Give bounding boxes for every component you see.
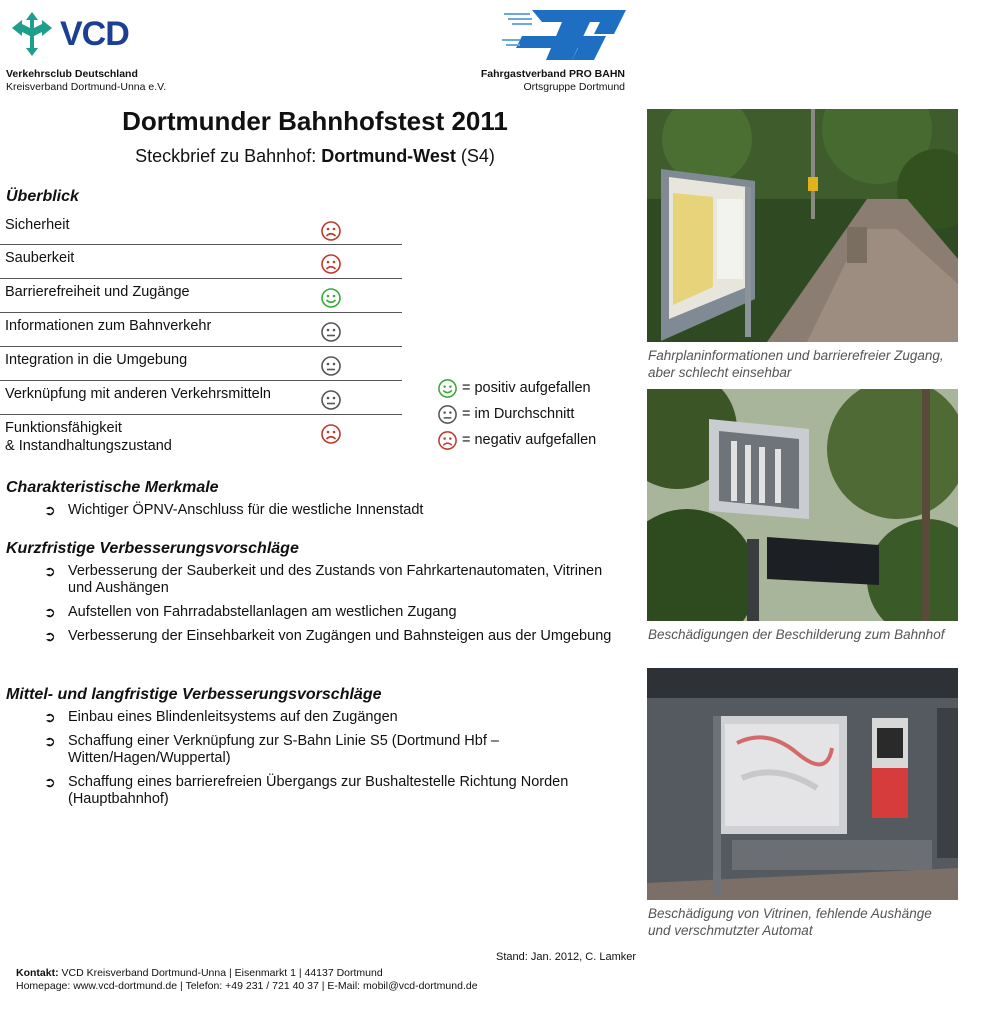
legend-positive (437, 375, 596, 401)
list-item (44, 604, 624, 621)
contact-line (16, 967, 478, 980)
arrow-icon: ➲ (44, 733, 56, 749)
list-item (44, 502, 624, 519)
left-org (6, 68, 166, 94)
caption-line: aber schlecht einsehbar (648, 365, 792, 380)
neutral-face-icon (320, 321, 342, 343)
vcd-logo-text: VCD (60, 14, 129, 53)
caption-line: Fahrplaninformationen und barrierefreier Zugang, (648, 348, 944, 363)
positive-face-icon (320, 287, 342, 309)
vcd-logo (8, 10, 129, 58)
arrow-icon: ➲ (44, 502, 56, 518)
caption-line: Beschädigung von Vitrinen, fehlende Aushänge (648, 906, 932, 921)
overview-label: Sicherheit (5, 217, 70, 233)
list-item-text: Verbesserung der Einsehbarkeit von Zugängen und Bahnsteigen aus der Umgebung (68, 628, 612, 644)
subtitle-suffix: (S4) (455, 146, 495, 166)
overview-row (0, 212, 402, 245)
overview-label-line1: Funktionsfähigkeit (5, 420, 122, 436)
kurzfristig-list (44, 563, 624, 652)
legend-neutral-label: = im Durchschnitt (462, 406, 575, 422)
homepage-line: Homepage: www.vcd-dortmund.de | Telefon: +49 231 / 721 40 37 | E-Mail: mobil@vcd-dortmund.de (16, 980, 478, 992)
photo-caption-2 (648, 626, 944, 643)
right-org (481, 68, 625, 94)
arrow-icon: ➲ (44, 709, 56, 725)
list-item (44, 733, 624, 767)
negative-face-icon (320, 220, 342, 242)
kurzfristig-heading: Kurzfristige Verbesserungsvorschläge (6, 540, 299, 557)
subtitle-prefix: Steckbrief zu Bahnhof: (135, 146, 322, 166)
list-item-text: Aufstellen von Fahrradabstellanlagen am westlichen Zugang (68, 604, 457, 620)
vcd-emblem-icon (8, 10, 56, 58)
list-item-text: Verbesserung der Sauberkeit und des Zustands von Fahrkartenautomaten, Vitrinen und Aushängen (68, 563, 603, 596)
overview-label: Sauberkeit (5, 250, 75, 266)
legend-negative (437, 427, 596, 453)
overview-label: Informationen zum Bahnverkehr (5, 318, 212, 334)
negative-face-icon (320, 253, 342, 275)
photo-vitrine-automat (647, 668, 958, 900)
left-org-sub: Kreisverband Dortmund-Unna e.V. (6, 81, 167, 93)
legend-neutral (437, 401, 596, 427)
left-org-name: Verkehrsclub Deutschland (6, 68, 138, 80)
list-item-text: Schaffung eines barrierefreien Übergangs zur Bushaltestelle Richtung Norden (Hauptbahnhof) (68, 774, 569, 807)
arrow-icon: ➲ (44, 628, 56, 644)
legend-negative-label: = negativ aufgefallen (462, 432, 597, 448)
list-item-text: Einbau eines Blindenleitsystems auf den Zugängen (68, 709, 398, 725)
stand-date: Stand: Jan. 2012, C. Lamker (496, 951, 637, 963)
contact-label: Kontakt: (16, 967, 59, 979)
arrow-icon: ➲ (44, 563, 56, 579)
station-name: Dortmund-West (321, 146, 456, 166)
langfristig-heading: Mittel- und langfristige Verbesserungsvorschläge (6, 686, 382, 703)
overview-label (5, 419, 172, 455)
list-item-text: Schaffung einer Verknüpfung zur S-Bahn Linie S5 (Dortmund Hbf – Witten/Hagen/Wuppertal) (68, 733, 499, 766)
merkmale-heading: Charakteristische Merkmale (6, 479, 219, 496)
negative-face-icon (320, 423, 342, 445)
neutral-face-icon (320, 355, 342, 377)
overview-label: Barrierefreiheit und Zugänge (5, 284, 190, 300)
overview-label-line2: & Instandhaltungszustand (5, 438, 172, 454)
photo-damaged-sign (647, 389, 958, 621)
caption-line: Beschädigungen der Beschilderung zum Bahnhof (648, 627, 945, 642)
merkmale-list (44, 502, 624, 526)
legend-positive-label: = positiv aufgefallen (462, 380, 591, 396)
overview-row (0, 381, 402, 415)
photo-info-board (647, 109, 958, 342)
contact-text: VCD Kreisverband Dortmund-Unna | Eisenmarkt 1 | 44137 Dortmund (58, 967, 383, 979)
photo-caption-1 (648, 347, 944, 381)
page-title: Dortmunder Bahnhofstest 2011 (122, 106, 508, 136)
overview-row (0, 347, 402, 381)
positive-face-icon (437, 378, 458, 399)
probahn-emblem-icon (502, 8, 626, 62)
list-item (44, 628, 624, 645)
right-org-sub: Ortsgruppe Dortmund (523, 81, 625, 93)
arrow-icon: ➲ (44, 604, 56, 620)
caption-line: und verschmutzter Automat (648, 923, 813, 938)
overview-row (0, 279, 402, 313)
contact-block (16, 967, 478, 993)
list-item-text: Wichtiger ÖPNV-Anschluss für die westliche Innenstadt (68, 502, 424, 518)
overview-row (0, 245, 402, 279)
neutral-face-icon (320, 389, 342, 411)
overview-label: Verknüpfung mit anderen Verkehrsmitteln (5, 386, 271, 402)
overview-row (0, 313, 402, 347)
photo-caption-3 (648, 905, 932, 939)
page-subtitle (0, 146, 630, 167)
list-item (44, 709, 624, 726)
list-item (44, 774, 624, 808)
overview-heading: Überblick (6, 188, 79, 205)
overview-row (0, 415, 402, 459)
langfristig-list (44, 709, 624, 815)
list-item (44, 563, 624, 597)
negative-face-icon (437, 430, 458, 451)
overview-table (0, 212, 402, 459)
right-org-name: Fahrgastverband PRO BAHN (480, 68, 625, 80)
arrow-icon: ➲ (44, 774, 56, 790)
probahn-logo (502, 8, 626, 67)
rating-legend (437, 375, 596, 453)
neutral-face-icon (437, 404, 458, 425)
overview-label: Integration in die Umgebung (5, 352, 188, 368)
